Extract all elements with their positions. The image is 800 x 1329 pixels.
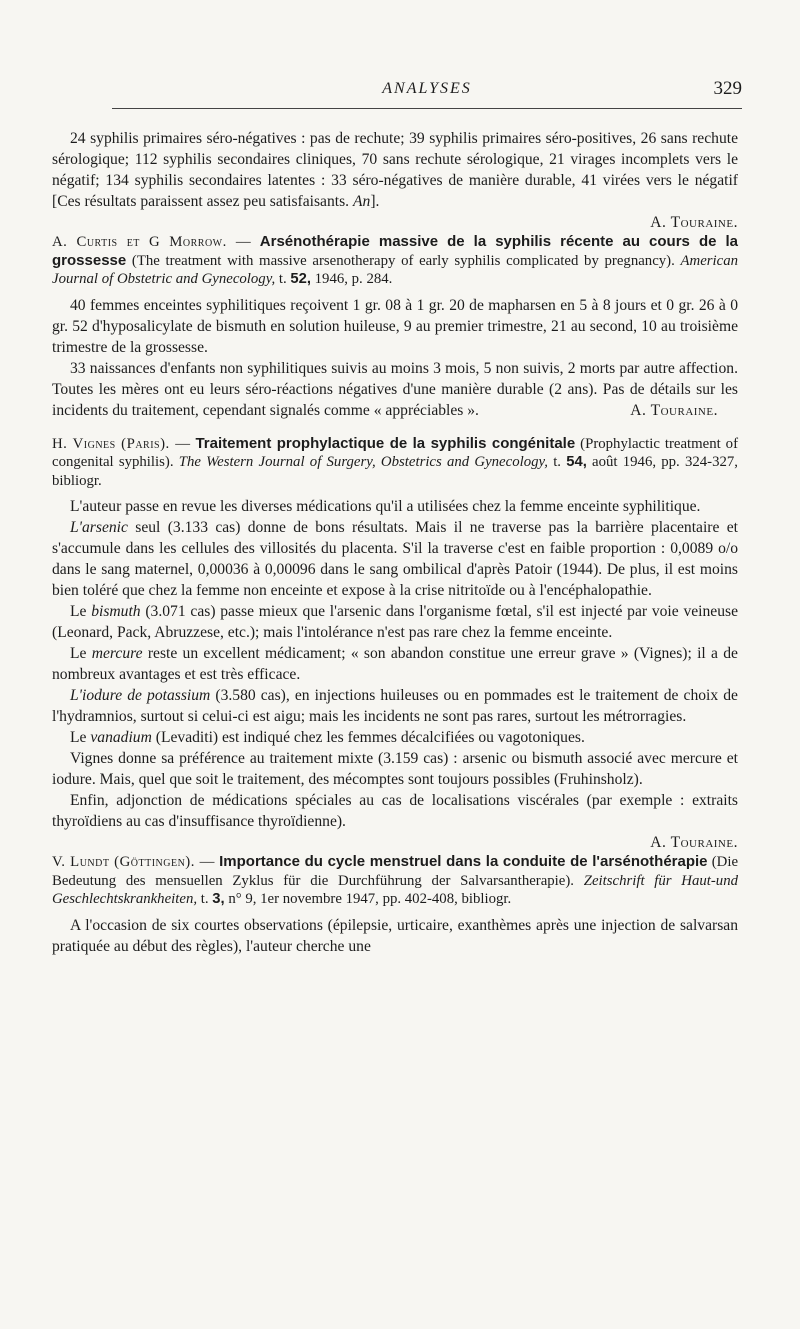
journal-name: Zeitschrift für Haut-und Geschlechtskrankheiten, [52, 872, 738, 907]
article-title: Importance du cycle menstruel dans la conduite de l'arsénothérapie [219, 853, 708, 870]
running-title: ANALYSES [382, 80, 472, 97]
body-paragraph: L'arsenic seul (3.133 cas) donne de bons résultats. Mais il ne traverse pas la barrière placentaire et s'accumule dans les cellules des villosités du placenta. S'il la traverse c'est en faible proportion : 0,0089 o/o dans le sang maternel, 0,00036 à 0,00096 dans le sang ombilical d'après Patoir (1944). De plus, il est moins bien toléré que chez la femme non enceinte et expose à la crise nitritoïde ou à l'encéphalopathie. [52, 519, 738, 599]
article-authors: H. Vignes (Paris). — [52, 435, 191, 452]
body-paragraph: L'auteur passe en revue les diverses médications qu'il a utilisées chez la femme enceinte syphilitique. [70, 498, 701, 515]
body-paragraph: 40 femmes enceintes syphilitiques reçoivent 1 gr. 08 à 1 gr. 20 de mapharsen en 5 à 8 jours et 0 gr. 26 à 0 gr. 52 d'hyposalicylate de bismuth en solution huileuse, 9 au premier trimestre, 21 au second, 10 au troisième trimestre de la grossesse. [52, 296, 738, 356]
body-paragraph: Le bismuth (3.071 cas) passe mieux que l'arsenic dans l'organisme fœtal, s'il est injecté par voie veineuse (Leonard, Pack, Abruzzese, etc.); mais l'intolérance n'est pas rare chez la femme enceinte. [52, 603, 738, 641]
page-header [112, 78, 742, 109]
drug-term: mercure [91, 645, 143, 662]
body-paragraph: Enfin, adjonction de médications spéciales au cas de localisations viscérales (par exemple : extraits thyroïdiens au cas d'insuffisance thyroïdienne). [52, 792, 738, 830]
reference-details: 1946, p. 284. [314, 271, 393, 287]
article-title: Arsénothérapie massive de la syphilis récente au cours de la grossesse [52, 233, 739, 269]
article-authors: A. Curtis et G Morrow. — [52, 234, 252, 250]
article-translation: (The treatment with massive arsenotherapy of early syphilis complicated by pregnancy). [131, 252, 675, 269]
drug-term: L'iodure de potassium [70, 687, 211, 704]
journal-name: American Journal of Obstetric and Gynecology, [52, 252, 738, 287]
article-translation: (Die Bedeutung des mensuellen Zyklus für die Durchführung der Salvarsantherapie). [52, 854, 739, 889]
reference-lundt: V. Lundt (Göttingen). — Importance du cycle menstruel dans la conduite de l'arsénothérapie (Die Bedeutung des mensuellen Zyklus für die Durchführung der Salvarsantherapie). Zeitschrift für Haut-und Geschlechtskrankheiten, t. 3, n° 9, 1er novembre 1947, pp. 402-408, bibliogr. [52, 853, 739, 907]
article-translation: (Prophylactic treatment of congenital syphilis). [52, 435, 739, 470]
body-paragraph: L'iodure de potassium (3.580 cas), en injections huileuses ou en pommades est le traitement de choix de l'hydramnios, surtout si celui-ci est aigu; mais les incidents ne sont pas rares, surtout les métrorragies. [52, 687, 738, 725]
reference-vignes: H. Vignes (Paris). — Traitement prophylactique de la syphilis congénitale (Prophylactic treatment of congenital syphilis). The Western Journal of Surgery, Obstetrics and Gynecology, t. 54, août 1946, pp. 324-327, bibliogr. [52, 434, 739, 489]
journal-volume: 54, [566, 454, 587, 470]
journal-volume: 3, [212, 891, 225, 907]
drug-term: vanadium [90, 729, 152, 746]
body-paragraph: Le mercure reste un excellent médicament; « son abandon constitue une erreur grave » (Vignes); il a de nombreux avantages et est très efficace. [52, 645, 738, 683]
continued-paragraph: 24 syphilis primaires séro-négatives : pas de rechute; 39 syphilis primaires séro-positives, 26 sans rechute sérologique; 112 syphilis secondaires cliniques, 70 sans rechute sérologique, 21 virages incomplets vers le négatif; 134 syphilis secondaires latentes : 33 séro-négatives de manière durable, 41 virées vers le négatif [Ces résultats paraissent assez peu satisfaisants. An]. [52, 130, 738, 210]
reference-details: août 1946, pp. 324-327, bibliogr. [52, 454, 739, 489]
page-number: 329 [713, 78, 742, 99]
signature: A. Touraine. [650, 834, 738, 851]
reference-curtis-morrow: A. Curtis et G Morrow. — Arsénothérapie massive de la syphilis récente au cours de la grossesse (The treatment with massive arsenotherapy of early syphilis complicated by pregnancy). American Journal of Obstetric and Gynecology, t. 52, 1946, p. 284. [52, 233, 739, 287]
signature: A. Touraine. [630, 401, 718, 419]
article-authors: V. Lundt (Göttingen). — [52, 854, 215, 870]
body-paragraph: Le vanadium (Levaditi) est indiqué chez les femmes décalcifiées ou vagotoniques. [70, 729, 585, 746]
journal-name: The Western Journal of Surgery, Obstetrics and Gynecology, [178, 454, 548, 470]
signature: A. Touraine. [650, 214, 738, 231]
journal-volume: 52, [290, 271, 311, 287]
body-paragraph: A l'occasion de six courtes observations (épilepsie, urticaire, exanthèmes après une injection de salvarsan pratiquée au début des règles), l'auteur cherche une [52, 916, 738, 955]
reference-details: n° 9, 1er novembre 1947, pp. 402-408, bibliogr. [228, 891, 512, 907]
drug-term: L'arsenic [70, 519, 128, 536]
page-content [52, 128, 738, 957]
drug-term: bismuth [91, 603, 141, 620]
body-paragraph: 33 naissances d'enfants non syphilitiques suivis au moins 3 mois, 5 non suivis, 2 morts par autre affection. Toutes les mères ont eu leurs séro-réactions négatives d'une manière durable (2 ans). Pas de détails sur les incidents du traitement, cependant signalés comme « appréciables ». A. Touraine. [52, 359, 738, 419]
article-title: Traitement prophylactique de la syphilis congénitale [195, 434, 576, 452]
body-paragraph: Vignes donne sa préférence au traitement mixte (3.159 cas) : arsenic ou bismuth associé avec mercure et iodure. Mais, quel que soit le traitement, des mécomptes sont toujours possibles (Fruhinsholz). [52, 750, 738, 788]
